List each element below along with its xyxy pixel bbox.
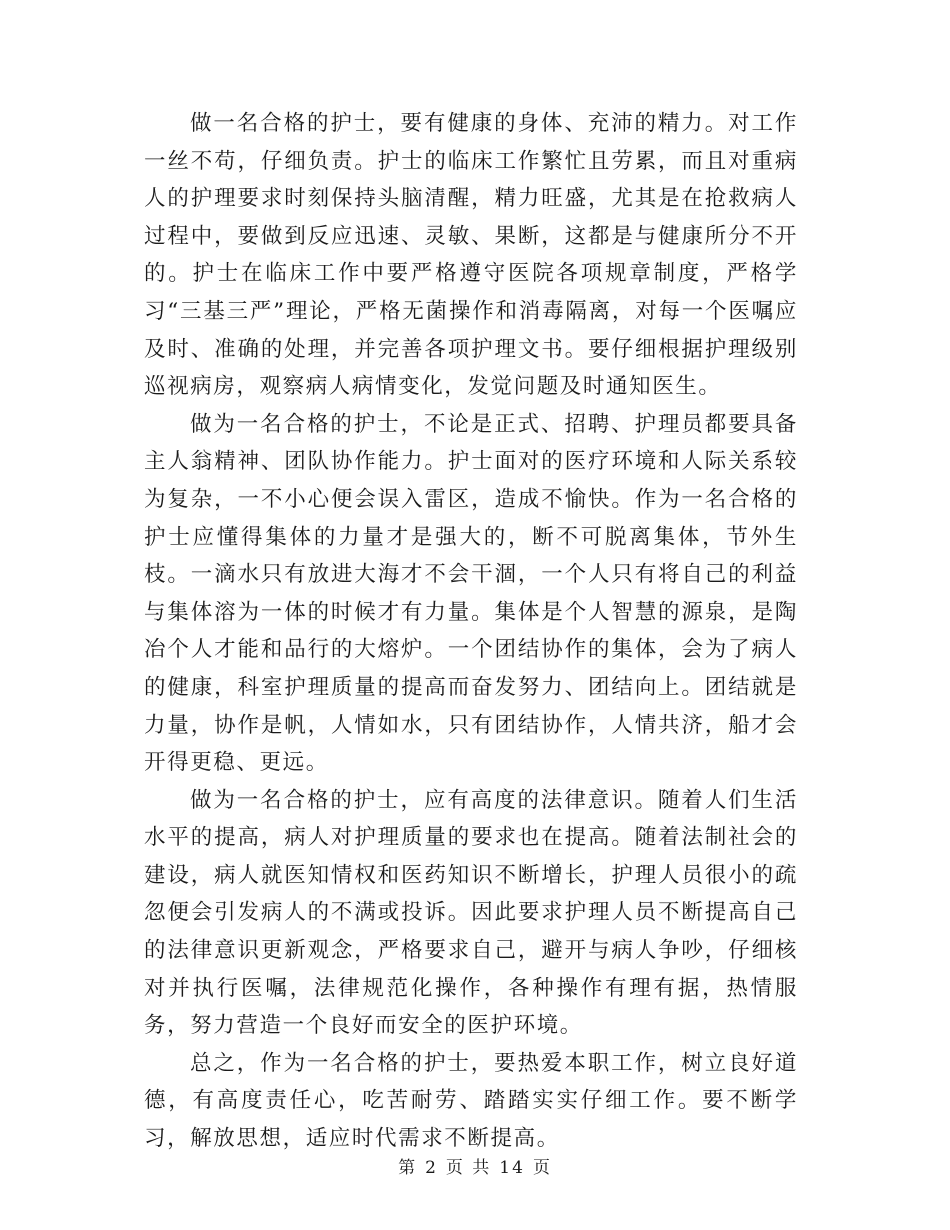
footer-middle: 页 共 [445,1158,492,1178]
page-footer [0,1153,950,1178]
paragraph-health: 做一名合格的护士，要有健康的身体、充沛的精力。对工作一丝不苟，仔细负责。护士的临床工作繁忙且劳累，而且对重病人的护理要求时刻保持头脑清醒，精力旺盛，尤其是在抢救病人过程中，要做到反应迅速、灵敏、果断，这都是与健康所分不开的。护士在临床工作中要严格遵守医院各项规章制度，严格学习“三基三严”理论，严格无菌操作和消毒隔离，对每一个医嘱应及时、准确的处理，并完善各项护理文书。要仔细根据护理级别巡视病房，观察病人病情变化，发觉问题及时通知医生。 [144,111,798,400]
paragraph-teamwork: 做为一名合格的护士，不论是正式、招聘、护理员都要具备主人翁精神、团队协作能力。护士面对的医疗环境和人际关系较为复杂，一不小心便会误入雷区，造成不愉快。作为一名合格的护士应懂得集体的力量才是强大的，断不可脱离集体，节外生枝。一滴水只有放进大海才不会干涸，一个人只有将自己的利益与集体溶为一体的时候才有力量。集体是个人智慧的源泉，是陶冶个人才能和品行的大熔炉。一个团结协作的集体，会为了病人的健康，科室护理质量的提高而奋发努力、团结向上。团结就是力量，协作是帆，人情如水，只有团结协作，人情共济，船才会开得更稳、更远。 [144,411,798,776]
footer-suffix: 页 [532,1158,552,1178]
footer-page-number: 2 [425,1158,438,1178]
paragraph-legal-awareness: 做为一名合格的护士，应有高度的法律意识。随着人们生活水平的提高，病人对护理质量的要求也在提高。随着法制社会的建设，病人就医知情权和医药知识不断增长，护理人员很小的疏忽便会引发病人的不满或投诉。因此要求护理人员不断提高自己的法律意识更新观念，严格要求自己，避开与病人争吵，仔细核对并执行医嘱，法律规范化操作，各种操作有理有据，热情服务，努力营造一个良好而安全的医护环境。 [144,787,798,1039]
footer-prefix: 第 [398,1158,418,1178]
footer-total-pages: 14 [499,1158,525,1178]
paragraph-conclusion: 总之，作为一名合格的护士，要热爱本职工作，树立良好道德，有高度责任心，吃苦耐劳、踏踏实实仔细工作。要不断学习，解放思想，适应时代需求不断提高。 [144,1050,798,1152]
document-body [144,105,798,1158]
